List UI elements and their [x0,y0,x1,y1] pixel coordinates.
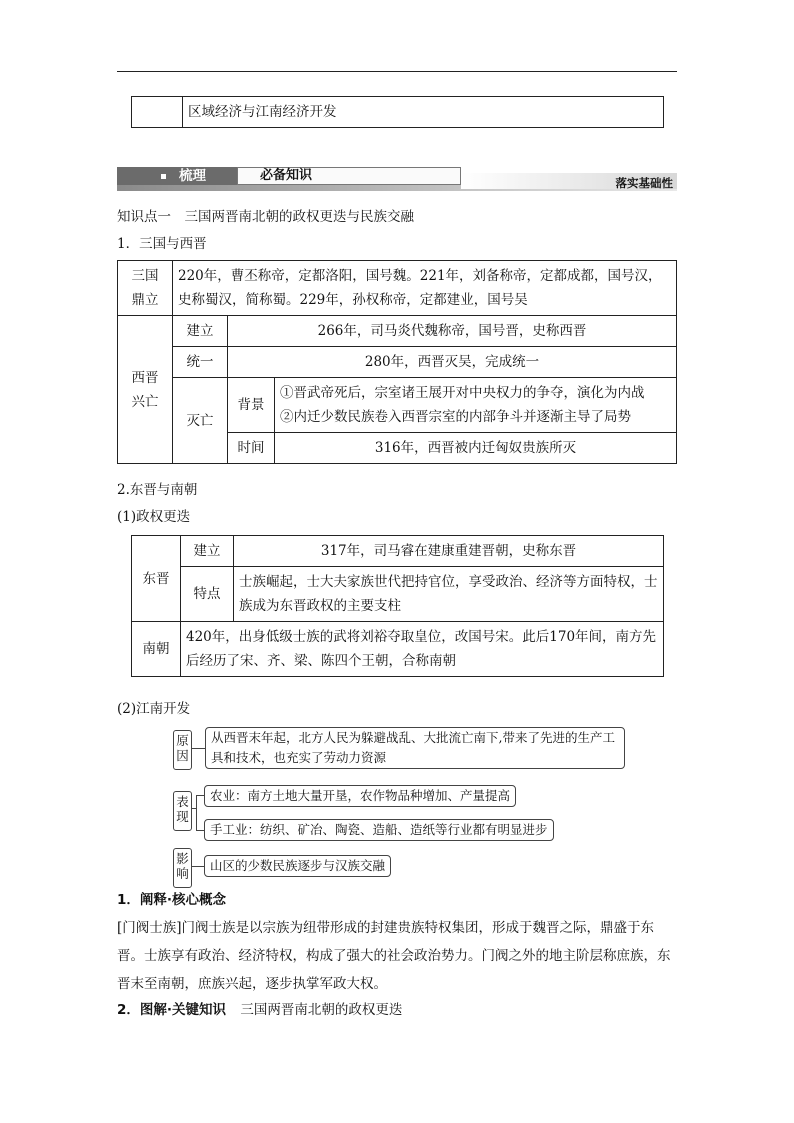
background-point-2: ②内迁少数民族卷入西晋宗室的内部争斗并逐渐主导了局势 [280,409,631,425]
text-background [275,378,677,433]
diagram-label-performance: 表现 [173,791,192,831]
label-time: 时间 [228,433,275,464]
text-dj-establish: 317年，司马睿在建康重建晋朝，史称东晋 [234,536,664,567]
section2-heading: 2.东晋与南朝 [117,482,198,498]
label-unify: 统一 [173,347,228,378]
key-knowledge-heading [117,998,402,1022]
diagram-impact-text: 山区的少数民族逐步与汉族交融 [204,855,391,877]
unit-title-left-cell [132,97,183,128]
connector-performance-1 [192,808,196,809]
connector-performance-branch-2 [196,830,204,831]
banner-tab-dark-label: 梳理 [179,168,206,184]
section-banner [117,165,677,193]
row-label-sanguo [118,261,173,316]
label-dj-feature: 特点 [181,567,234,622]
row-label-xijin-text: 西晋兴亡 [131,369,159,410]
banner-tab-light [237,167,461,185]
label-fall: 灭亡 [173,378,228,464]
connector-performance-branch-1 [196,795,204,796]
diagram-label-impact: 影响 [173,848,192,888]
knowledge-point-title: 知识点一 三国两晋南北朝的政权更迭与民族交融 [117,209,414,225]
connector-cause [192,748,205,749]
text-dj-feature: 士族崛起，士大夫家族世代把持官位，享受政治、经济等方面特权，士族成为东晋政权的主要支柱 [234,567,664,622]
key-knowledge-heading-rest: 三国两晋南北朝的政权更迭 [240,1002,403,1018]
connector-impact [192,866,204,867]
banner-tag: 落实基础性 [615,176,673,190]
background-point-1: ①晋武帝死后，宗室诸王展开对中央权力的争夺，演化为内战 [280,385,645,401]
connector-performance-vertical [196,795,197,830]
diagram-performance-text-2: 手工业：纺织、矿冶、陶瓷、造船、造纸等行业都有明显进步 [204,819,554,841]
banner-tab-dark [117,167,237,185]
text-establish: 266年，司马炎代魏称帝，国号晋，史称西晋 [228,316,677,347]
concept-heading: 1．阐释·核心概念 [117,892,227,908]
banner-tab-light-label: 必备知识 [260,168,313,183]
diagram-label-cause: 原因 [173,730,192,770]
label-dj-establish: 建立 [181,536,234,567]
row-label-dongjin: 东晋 [132,536,181,622]
unit-title-right-cell: 区域经济与江南经济开发 [183,97,664,128]
row-text-sanguo: 220年，曹丕称帝，定都洛阳，国号魏。221年，刘备称帝，定都成都，国号汉，史称蜀汉，简称蜀。229年，孙权称帝，定都建业，国号吴 [173,261,677,316]
text-unify: 280年，西晋灭吴，完成统一 [228,347,677,378]
section2-sub2: (2)江南开发 [117,701,191,717]
header-rule [117,71,677,72]
diagram-performance-text-1: 农业：南方土地大量开垦，农作物品种增加、产量提高 [204,785,516,807]
square-bullet-icon [161,174,166,179]
section2-sub1: (1)政权更迭 [117,509,191,525]
key-knowledge-heading-bold: 2．图解·关键知识 [117,1002,227,1018]
text-nanchao: 420年，出身低级士族的武将刘裕夺取皇位，改国号宋。此后170年间，南方先后经历了宋、齐、梁、陈四个王朝，合称南朝 [181,622,664,677]
diagram-cause-text: 从西晋末年起，北方人民为躲避战乱、大批流亡南下,带来了先进的生产工具和技术，也充实了劳动力资源 [205,727,625,769]
unit-title-table [131,96,664,128]
dongjin-table [131,535,664,677]
row-label-nanchao: 南朝 [132,622,181,677]
row-label-sanguo-text: 三国鼎立 [131,268,159,308]
section1-heading: 1．三国与西晋 [117,236,207,252]
text-time: 316年，西晋被内迁匈奴贵族所灭 [275,433,677,464]
three-kingdoms-table [117,260,677,464]
label-establish: 建立 [173,316,228,347]
row-label-xijin [118,316,173,464]
concept-body: [门阀士族]门阀士族是以宗族为纽带形成的封建贵族特权集团，形成于魏晋之际，鼎盛于东晋。士族享有政治、经济特权，构成了强大的社会政治势力。门阀之外的地主阶层称庶族，东晋末至南朝，庶族兴起，逐步执掌军政大权。 [117,920,671,992]
label-background: 背景 [228,378,275,433]
